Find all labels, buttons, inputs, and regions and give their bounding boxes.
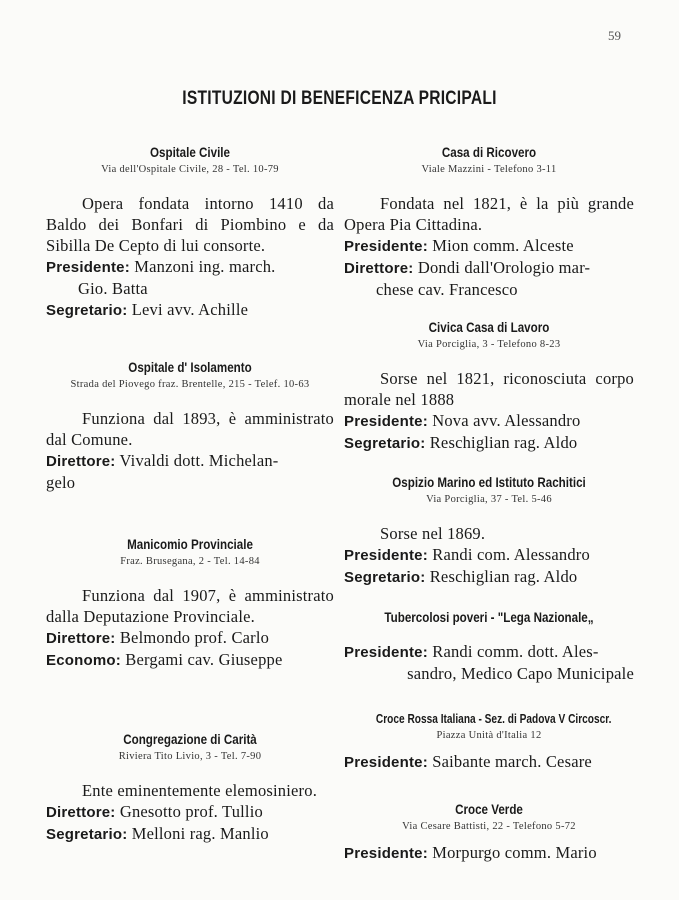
direttore-continuation: gelo — [46, 473, 76, 492]
presidente-label: Presidente: — [46, 259, 130, 276]
section-text: Funziona dal 1893, è amministrato dal Comune. — [46, 409, 334, 449]
section-ospitale-civile — [46, 145, 334, 321]
section-casa-ricovero — [344, 145, 634, 300]
section-text: Sorse nel 1869. — [380, 524, 486, 543]
section-address: Via Porciglia, 37 - Tel. 5-46 — [426, 494, 552, 505]
direttore-label: Direttore: — [46, 453, 116, 470]
direttore-line — [344, 257, 634, 279]
section-address: Riviera Tito Livio, 3 - Tel. 7-90 — [118, 751, 262, 762]
presidente-label: Presidente: — [344, 845, 428, 862]
segretario-value: Reschiglian rag. Aldo — [429, 567, 578, 586]
section-heading: Ospitale d' Isolamento — [128, 360, 252, 375]
presidente-line — [344, 842, 634, 864]
direttore-label: Direttore: — [344, 260, 414, 277]
segretario-line — [344, 566, 634, 588]
presidente-continuation: Gio. Batta — [78, 279, 148, 298]
economo-value: Bergami cav. Giuseppe — [125, 650, 283, 669]
presidente-value: Manzoni ing. march. — [134, 257, 276, 276]
page-number: 59 — [608, 28, 621, 43]
section-heading: Congregazione di Carità — [123, 732, 257, 747]
section-text: Funziona dal 1907, è amministrato dalla Deputazione Provinciale. — [46, 586, 334, 626]
segretario-line — [46, 299, 334, 321]
section-manicomio — [46, 537, 334, 671]
segretario-value: Melloni rag. Manlio — [131, 824, 269, 843]
presidente-label: Presidente: — [344, 644, 428, 661]
section-croce-rossa — [344, 711, 634, 773]
presidente-continuation: sandro, Medico Capo Municipale — [407, 664, 634, 683]
direttore-line — [46, 801, 334, 823]
presidente-value: Saibante march. Cesare — [432, 752, 592, 771]
section-text: Opera fondata intorno 1410 da Baldo dei Bonfari di Piombino e da Sibilla De Cepto di lui consorte. — [46, 194, 334, 255]
presidente-line — [46, 256, 334, 278]
presidente-value: Nova avv. Alessandro — [432, 411, 581, 430]
section-congregazione — [46, 732, 334, 845]
section-text: Fondata nel 1821, è la più grande Opera Pia Cittadina. — [344, 194, 634, 234]
presidente-line — [344, 410, 634, 432]
segretario-label: Segretario: — [46, 826, 128, 843]
presidente-line — [344, 544, 634, 566]
direttore-label: Direttore: — [46, 804, 116, 821]
section-address: Strada del Piovego fraz. Brentelle, 215 - Telef. 10-63 — [70, 379, 310, 390]
presidente-value: Mion comm. Alceste — [432, 236, 574, 255]
segretario-line — [46, 823, 334, 845]
section-ospitale-isolamento — [46, 360, 334, 493]
direttore-value: Dondi dall'Orologio mar- — [417, 258, 591, 277]
section-text: Ente eminentemente elemosiniero. — [82, 781, 318, 800]
section-heading: Ospitale Civile — [149, 145, 231, 160]
direttore-line — [46, 627, 334, 649]
direttore-label: Direttore: — [46, 630, 116, 647]
section-ospizio-marino — [344, 475, 634, 588]
direttore-continuation: chese cav. Francesco — [376, 280, 518, 299]
direttore-value: Gnesotto prof. Tullio — [119, 802, 263, 821]
direttore-line — [46, 450, 334, 472]
segretario-label: Segretario: — [344, 435, 426, 452]
section-heading: Croce Verde — [455, 802, 523, 817]
section-casa-lavoro — [344, 320, 634, 454]
presidente-label: Presidente: — [344, 547, 428, 564]
section-croce-verde — [344, 802, 634, 864]
section-address: Fraz. Brusegana, 2 - Tel. 14-84 — [120, 556, 260, 567]
section-tubercolosi — [344, 610, 634, 684]
presidente-value: Randi comm. dott. Ales- — [432, 642, 599, 661]
section-heading: Casa di Ricovero — [441, 145, 537, 160]
section-heading: Ospizio Marino ed Istituto Rachitici — [392, 475, 586, 490]
section-text: Sorse nel 1821, riconosciuta corpo morale nel 1888 — [344, 369, 634, 409]
section-address: Via Porciglia, 3 - Telefono 8-23 — [417, 339, 561, 350]
section-address: Piazza Unità d'Italia 12 — [436, 730, 542, 741]
section-heading: Manicomio Provinciale — [127, 537, 253, 552]
segretario-value: Reschiglian rag. Aldo — [429, 433, 578, 452]
presidente-value: Morpurgo comm. Mario — [432, 843, 597, 862]
presidente-label: Presidente: — [344, 238, 428, 255]
section-address: Viale Mazzini - Telefono 3-11 — [421, 164, 557, 175]
page-title: ISTITUZIONI DI BENEFICENZA PRICIPALI — [182, 88, 497, 109]
presidente-line — [344, 641, 634, 663]
section-heading: Croce Rossa Italiana - Sez. di Padova V Circoscr. — [375, 711, 612, 726]
segretario-label: Segretario: — [46, 302, 128, 319]
segretario-value: Levi avv. Achille — [131, 300, 249, 319]
direttore-value: Vivaldi dott. Michelan- — [119, 451, 279, 470]
section-heading: Tubercolosi poveri - "Lega Nazionale„ — [384, 610, 594, 625]
direttore-value: Belmondo prof. Carlo — [119, 628, 270, 647]
presidente-line — [344, 751, 634, 773]
presidente-label: Presidente: — [344, 754, 428, 771]
section-address: Via dell'Ospitale Civile, 28 - Tel. 10-79 — [101, 164, 279, 175]
presidente-value: Randi com. Alessandro — [432, 545, 590, 564]
economo-line — [46, 649, 334, 671]
section-address: Via Cesare Battisti, 22 - Telefono 5-72 — [402, 821, 576, 832]
presidente-line — [344, 235, 634, 257]
segretario-label: Segretario: — [344, 569, 426, 586]
presidente-label: Presidente: — [344, 413, 428, 430]
economo-label: Economo: — [46, 652, 121, 669]
segretario-line — [344, 432, 634, 454]
section-heading: Civica Casa di Lavoro — [428, 320, 550, 335]
